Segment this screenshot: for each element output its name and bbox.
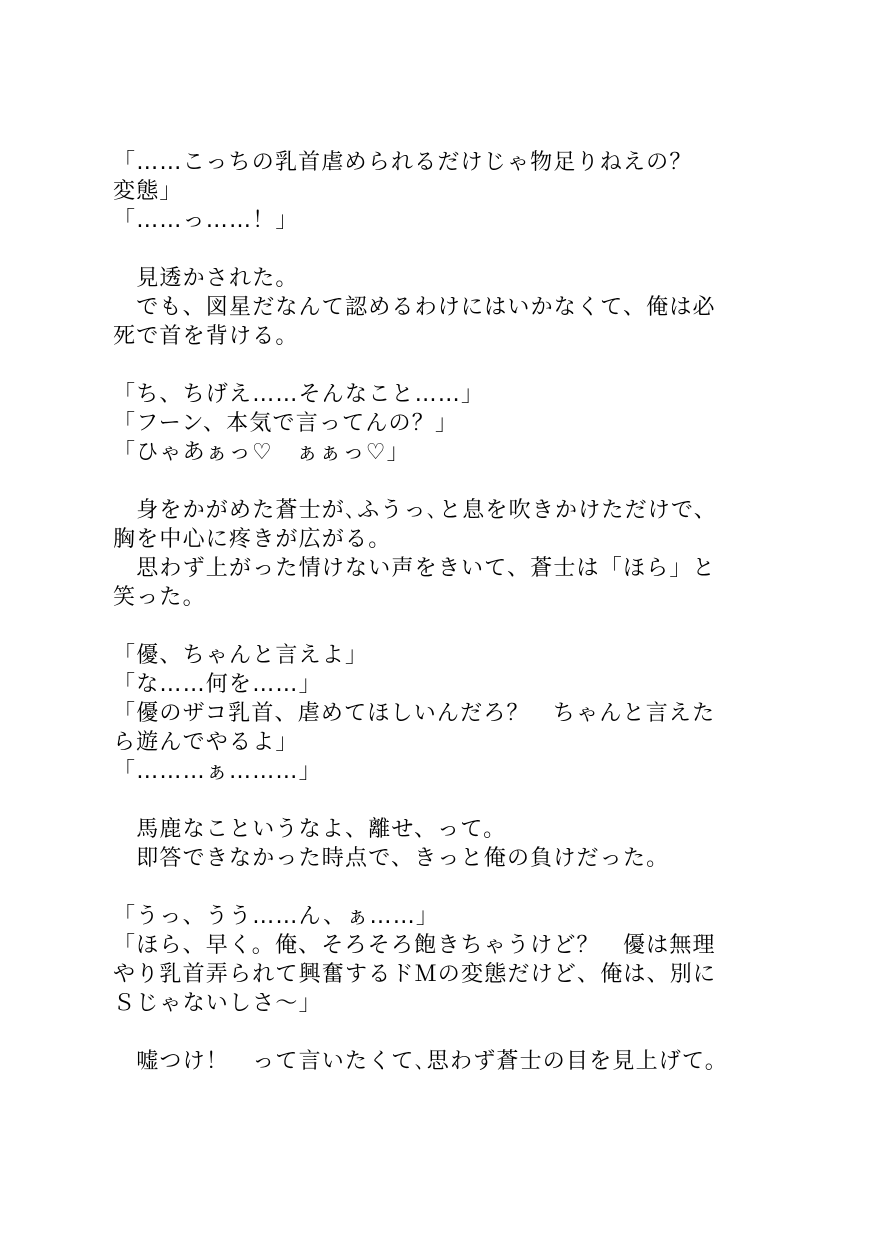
text-line: 変態」 bbox=[113, 179, 183, 204]
text-line: 「フーン、本気で言ってんの？」 bbox=[113, 411, 459, 436]
text-line: 「うっ、うう……ん、ぁ……」 bbox=[113, 904, 440, 929]
text-line: Ｓじゃないしさ～」 bbox=[113, 991, 322, 1016]
novel-text bbox=[113, 148, 763, 1076]
text-line: 「……っ……！」 bbox=[113, 208, 299, 233]
blank-line bbox=[113, 786, 763, 815]
text-line: 「……こっちの乳首虐められるだけじゃ物足りねえの？ bbox=[113, 150, 693, 175]
text-line: 「………ぁ………」 bbox=[113, 759, 322, 784]
blank-line bbox=[113, 467, 763, 496]
text-line: 「優、ちゃんと言えよ」 bbox=[113, 643, 369, 668]
blank-line bbox=[113, 873, 763, 902]
text-line: 身をかがめた蒼士が､ふうっ､と息を吹きかけただけで、 bbox=[113, 498, 717, 523]
text-line: 「ち、ちげえ……そんなこと……」 bbox=[113, 382, 485, 407]
text-line: 「ひゃあぁっ♡ ぁぁっ♡」 bbox=[113, 440, 410, 465]
text-line: 死で首を背ける。 bbox=[113, 324, 299, 349]
blank-line bbox=[113, 351, 763, 380]
blank-line bbox=[113, 612, 763, 641]
text-line: 嘘つけ！ って言いたくて､思わず蒼士の目を見上げて。 bbox=[113, 1049, 728, 1074]
text-line: 見透かされた。 bbox=[113, 266, 299, 291]
text-line: 胸を中心に疼きが広がる。 bbox=[113, 527, 392, 552]
text-line: 即答できなかった時点で、きっと俺の負けだった。 bbox=[113, 846, 670, 871]
text-line: 馬鹿なこというなよ、離せ、って。 bbox=[113, 817, 507, 842]
text-line: やり乳首弄られて興奮するドＭの変態だけど、俺は、別に bbox=[113, 962, 717, 987]
text-line: 「な……何を……」 bbox=[113, 672, 322, 697]
text-line: 笑った。 bbox=[113, 585, 206, 610]
text-line: 「ほら、早く。俺、そろそろ飽きちゃうけど？ 優は無理 bbox=[113, 933, 716, 958]
text-line: 「優のザコ乳首、虐めてほしいんだろ？ ちゃんと言えた bbox=[113, 701, 716, 726]
blank-line bbox=[113, 1018, 763, 1047]
blank-line bbox=[113, 235, 763, 264]
text-line: 思わず上がった情けない声をきいて、蒼士は「ほら」と bbox=[113, 556, 716, 581]
text-line: ら遊んでやるよ」 bbox=[113, 730, 299, 755]
text-line: でも、図星だなんて認めるわけにはいかなくて、俺は必 bbox=[113, 295, 716, 320]
